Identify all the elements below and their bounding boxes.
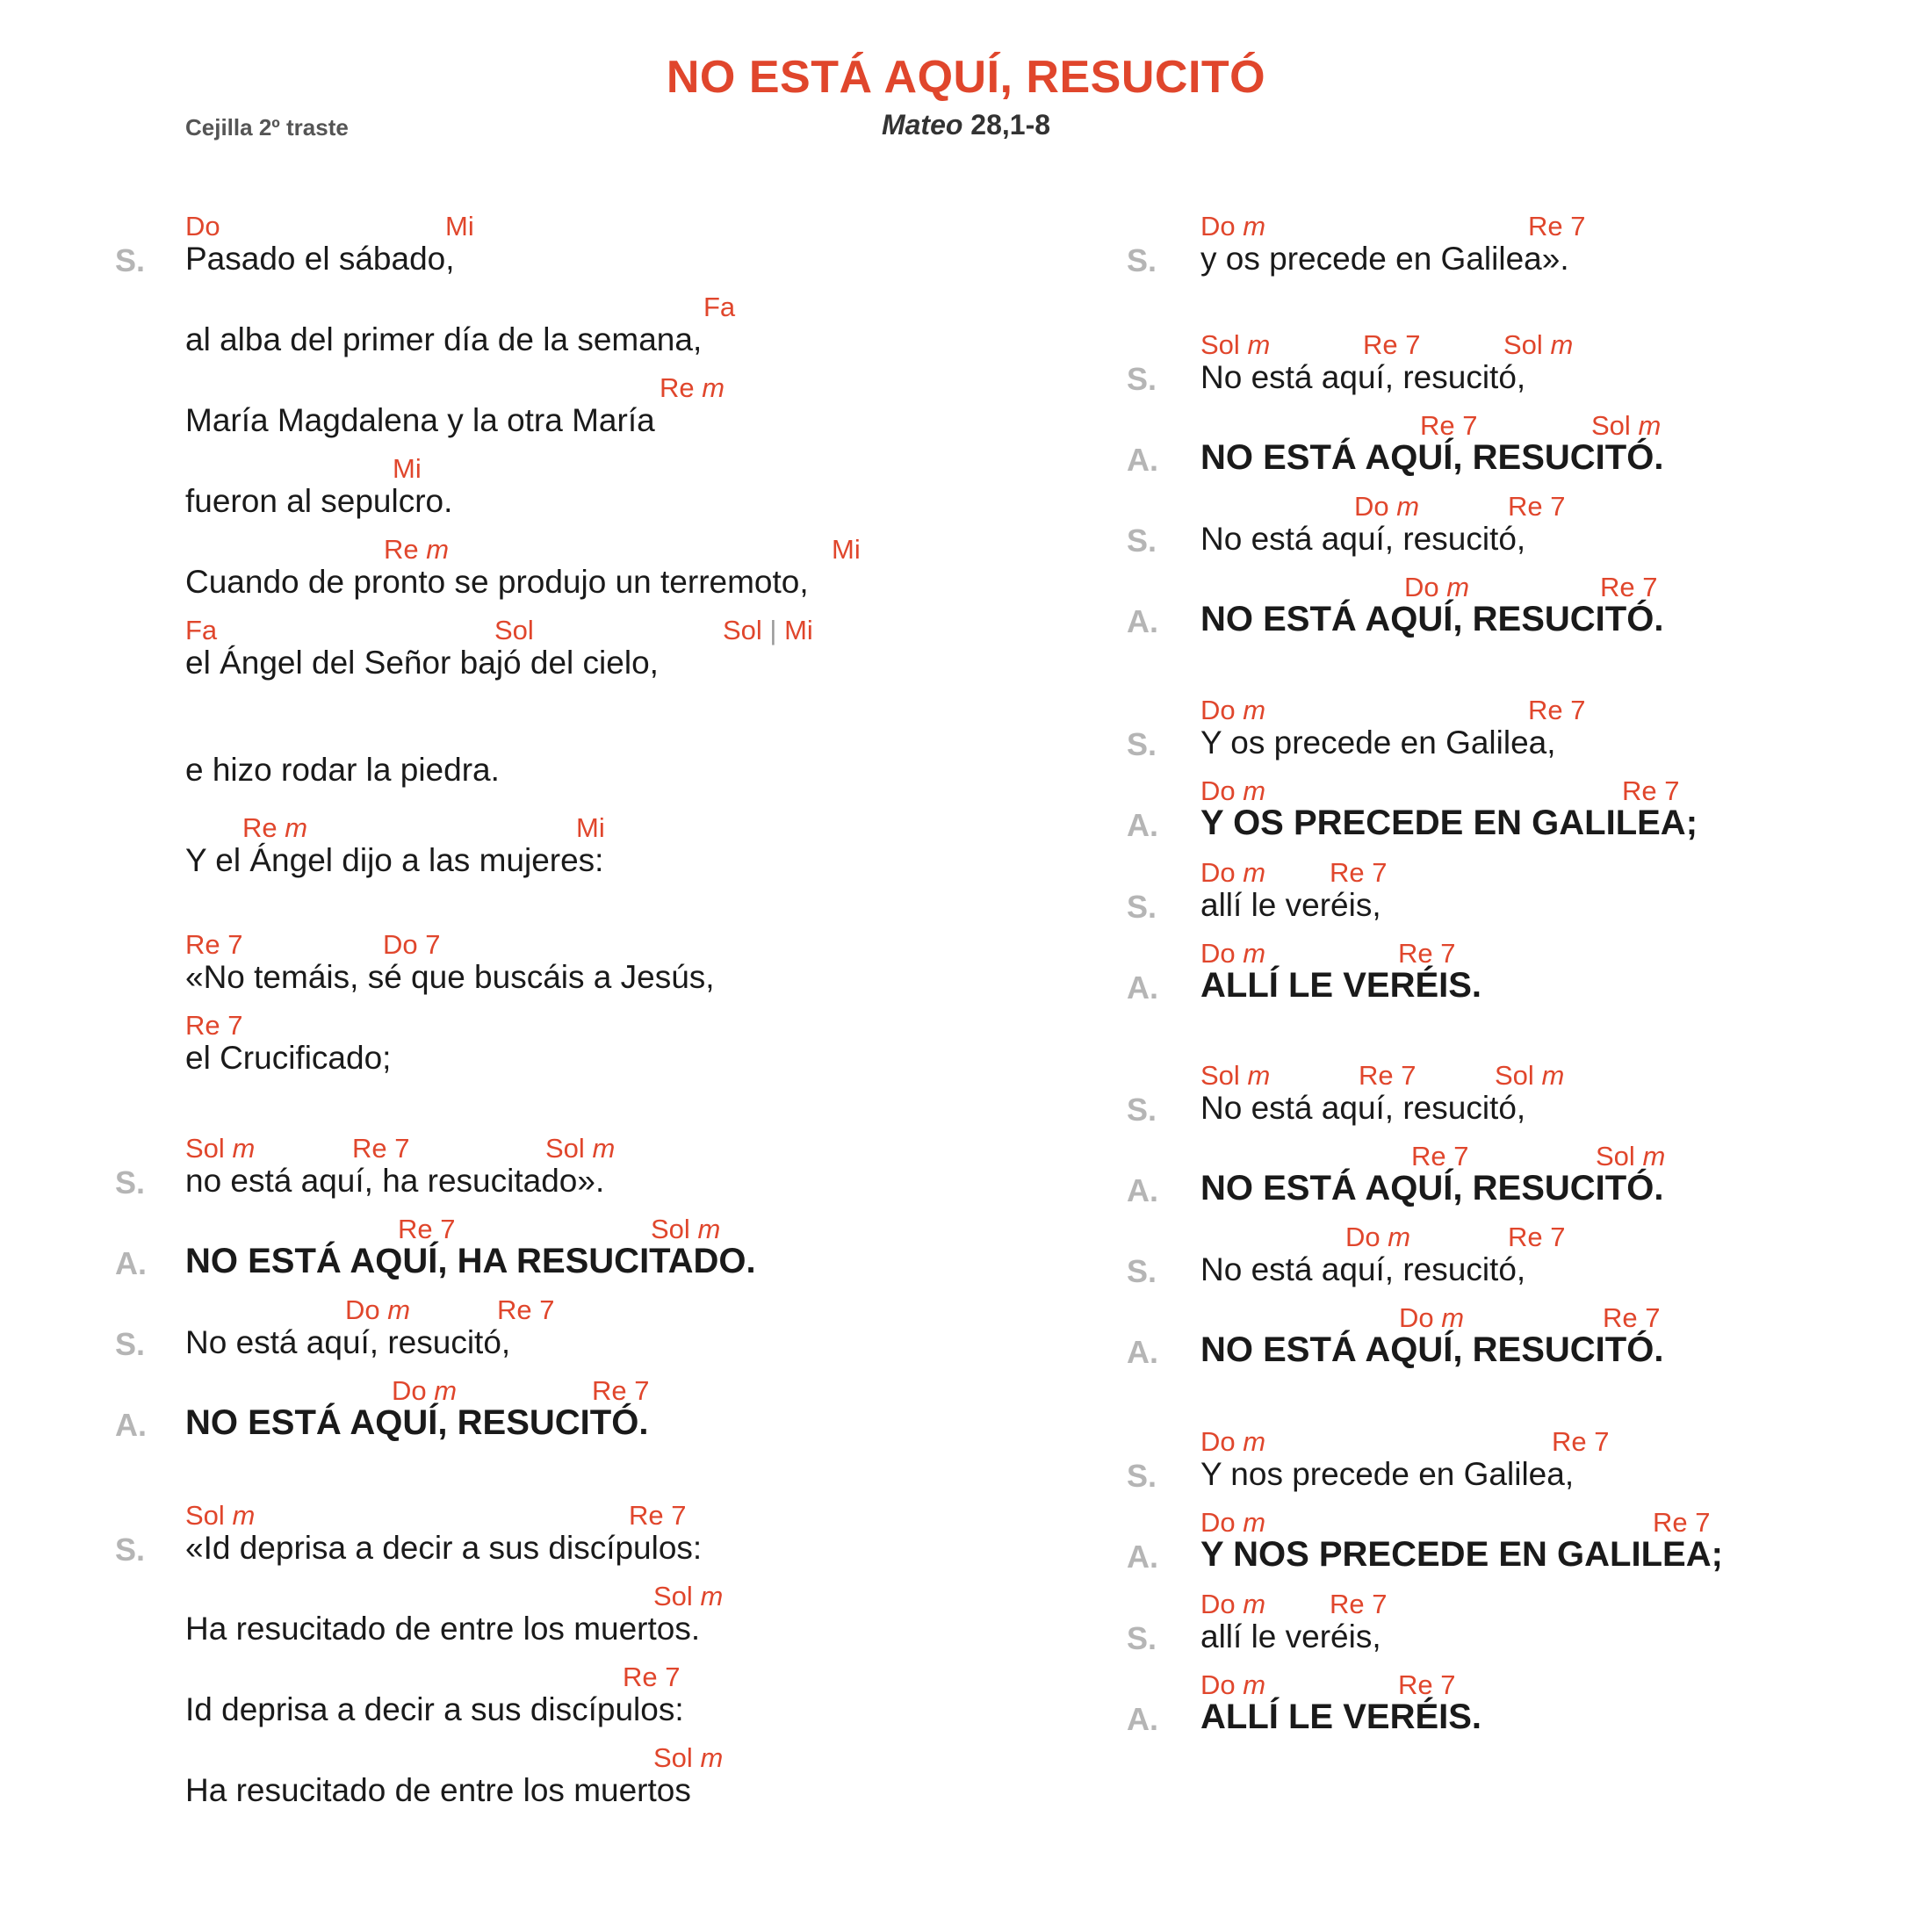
chord-root: Re — [1653, 1507, 1688, 1538]
chord-quality: m — [1550, 329, 1574, 360]
chord-quality: m — [1247, 1060, 1271, 1091]
chord-root: Sol — [653, 1581, 693, 1611]
voice-label: S. — [1127, 242, 1157, 278]
chord-root: Re — [1398, 938, 1433, 969]
chord-root: Re — [1622, 775, 1657, 806]
chord — [185, 1500, 255, 1532]
chord — [623, 1662, 681, 1693]
voice-label: S. — [1127, 1458, 1157, 1494]
chord — [653, 1742, 723, 1774]
chord — [1200, 1507, 1265, 1539]
chord — [494, 615, 534, 646]
chord-quality: m — [1243, 938, 1266, 969]
chord — [1200, 775, 1265, 807]
lyric-text: fueron al sepulcro. — [185, 483, 453, 519]
chord-quality: m — [1243, 857, 1266, 888]
lyric-text: «Id deprisa a decir a sus discípulos: — [185, 1530, 703, 1566]
chord-root: Re — [185, 1010, 220, 1041]
chord-quality: m — [1396, 491, 1420, 522]
chord — [1495, 1060, 1564, 1092]
chord-quality: m — [285, 812, 308, 843]
chord — [445, 211, 474, 242]
voice-label: A. — [115, 1407, 147, 1443]
chord-root: Mi — [445, 211, 474, 242]
chord — [1528, 695, 1586, 726]
chord-quality: 7 — [1401, 1060, 1417, 1091]
chord-root: Do — [392, 1375, 427, 1406]
chord-quality: 7 — [671, 1500, 687, 1531]
lyric-text: no está aquí, ha resucitado». — [185, 1163, 605, 1199]
chord-root: Do — [1200, 1507, 1236, 1538]
chord — [1200, 1669, 1265, 1701]
chord-quality: 7 — [1594, 1426, 1610, 1457]
chord — [545, 1133, 615, 1164]
chord-quality: m — [434, 1375, 458, 1406]
chord — [576, 812, 605, 844]
voice-label: A. — [1127, 1701, 1158, 1737]
chord — [497, 1294, 555, 1326]
song-title: NO ESTÁ AQUÍ, RESUCITÓ — [666, 52, 1266, 103]
chord — [1200, 1426, 1265, 1458]
chord-root: Re — [352, 1133, 387, 1164]
chord-root: Do — [1200, 775, 1236, 806]
reference-book: Mateo — [881, 109, 963, 141]
chord-root: Re — [1508, 1222, 1543, 1252]
voice-label: S. — [1127, 1253, 1157, 1289]
chord-root: Fa — [703, 292, 736, 322]
chord — [1200, 1589, 1265, 1620]
chord — [1600, 572, 1658, 603]
assembly-lyric: ALLÍ LE VERÉIS. — [1200, 966, 1482, 1005]
chord-quality: m — [1243, 1669, 1266, 1700]
lyric-text: allí le veréis, — [1200, 887, 1381, 923]
lyric-text: y os precede en Galilea». — [1200, 241, 1569, 277]
chord-quality: m — [1446, 572, 1470, 602]
lyric-text: No está aquí, resucitó, — [1200, 359, 1526, 395]
lyric-text: No está aquí, resucitó, — [1200, 521, 1526, 557]
lyric-text: e hizo rodar la piedra. — [185, 752, 500, 788]
chord-quality: m — [1243, 1426, 1266, 1457]
chord-root: Sol — [185, 1133, 225, 1164]
chord-root: Sol — [1503, 329, 1543, 360]
chord — [1591, 410, 1661, 442]
voice-label: S. — [115, 1164, 146, 1200]
voice-label: S. — [1127, 1620, 1157, 1656]
chord — [651, 1214, 720, 1245]
voice-label: A. — [1127, 1334, 1158, 1370]
chord-root: Do — [1200, 1426, 1236, 1457]
chord-quality: 7 — [1440, 938, 1456, 969]
chord — [1552, 1426, 1610, 1458]
lyric-text: Y el Ángel dijo a las mujeres: — [185, 842, 604, 878]
chord-quality: m — [426, 534, 450, 565]
chord — [1200, 1060, 1270, 1092]
lyric-text: el Ángel del Señor bajó del cielo, — [185, 645, 659, 681]
chord — [352, 1133, 410, 1164]
chord — [832, 534, 861, 566]
assembly-lyric: NO ESTÁ AQUÍ, RESUCITÓ. — [185, 1403, 649, 1442]
chord-root: Re — [497, 1294, 532, 1325]
voice-label: A. — [1127, 442, 1158, 478]
lyric-text: Ha resucitado de entre los muertos. — [185, 1611, 701, 1647]
chord-separator: | — [761, 615, 785, 645]
chord — [1596, 1141, 1665, 1172]
voice-label: S. — [1127, 361, 1157, 397]
chord-root: Do — [1200, 1669, 1236, 1700]
chord — [1411, 1141, 1469, 1172]
chord — [242, 812, 307, 844]
chord-quality: m — [387, 1294, 411, 1325]
chord-root: Sol — [723, 615, 762, 645]
chord-root: Do — [1345, 1222, 1381, 1252]
chord-quality: m — [1243, 695, 1266, 725]
chord-root: Mi — [576, 812, 605, 843]
assembly-lyric: NO ESTÁ AQUÍ, RESUCITÓ. — [1200, 438, 1664, 477]
chord-root: Re — [1363, 329, 1398, 360]
assembly-lyric: NO ESTÁ AQUÍ, RESUCITÓ. — [1200, 1169, 1664, 1208]
chord-quality: 7 — [1550, 491, 1566, 522]
chord-root: Re — [592, 1375, 627, 1406]
voice-label: S. — [1127, 523, 1157, 559]
chord — [392, 1375, 457, 1407]
lyric-text: Y os precede en Galilea, — [1200, 724, 1556, 761]
chord — [185, 1010, 243, 1042]
chord-root: Fa — [185, 615, 218, 645]
chord-quality: m — [1247, 329, 1271, 360]
chord — [1508, 1222, 1566, 1253]
voice-label: S. — [1127, 726, 1157, 762]
chord-root: Sol — [494, 615, 534, 645]
chord — [1363, 329, 1421, 361]
chord-quality: 7 — [440, 1214, 456, 1244]
chord-root: Re — [398, 1214, 433, 1244]
chord-quality: 7 — [1372, 1589, 1388, 1619]
assembly-lyric: Y OS PRECEDE EN GALILEA; — [1200, 804, 1698, 842]
chord-root: Re — [1508, 491, 1543, 522]
chord-quality: m — [1638, 410, 1662, 441]
chord — [653, 1581, 723, 1612]
chord-root: Re — [185, 929, 220, 960]
chord-quality: 7 — [1462, 410, 1478, 441]
voice-label: S. — [1127, 1092, 1157, 1128]
chord — [1200, 938, 1265, 970]
lyric-text: Id deprisa a decir a sus discípulos: — [185, 1691, 684, 1727]
chord-quality: 7 — [1570, 695, 1586, 725]
chord-quality: 7 — [1642, 572, 1658, 602]
chord — [1508, 491, 1566, 523]
chord-root: Re — [1330, 857, 1365, 888]
chord-quality: 7 — [1550, 1222, 1566, 1252]
voice-label: S. — [115, 242, 146, 278]
chord-quality: m — [232, 1500, 256, 1531]
chord-root: Do — [383, 929, 418, 960]
chord — [1359, 1060, 1417, 1092]
lyric-text: Ha resucitado de entre los muertos — [185, 1772, 691, 1808]
voice-label: A. — [1127, 1172, 1158, 1208]
chord-root: Re — [660, 372, 695, 403]
lyric-text: «No temáis, sé que buscáis a Jesús, — [185, 959, 715, 995]
voice-label: A. — [1127, 970, 1158, 1006]
chord-root: Mi — [393, 453, 422, 484]
chord-root: Re — [242, 812, 278, 843]
chord — [1399, 1302, 1464, 1334]
chord — [1200, 329, 1270, 361]
reference-verses: 28,1-8 — [970, 109, 1051, 141]
assembly-lyric: NO ESTÁ AQUÍ, RESUCITÓ. — [1200, 600, 1664, 638]
chord — [1603, 1302, 1661, 1334]
chord — [1200, 695, 1265, 726]
lyric-text: al alba del primer día de la semana, — [185, 321, 703, 357]
chord-quality: m — [697, 1214, 721, 1244]
chord-quality: m — [700, 1742, 724, 1773]
chord-root: Re — [1603, 1302, 1638, 1333]
chord-quality: 7 — [1645, 1302, 1661, 1333]
lyric-text: María Magdalena y la otra María — [185, 402, 655, 438]
chord — [1503, 329, 1573, 361]
chord-quality: 7 — [665, 1662, 681, 1692]
chord — [1330, 857, 1388, 889]
chord-quality: m — [1541, 1060, 1565, 1091]
chord-root: Re — [629, 1500, 664, 1531]
chord-quality: m — [232, 1133, 256, 1164]
scripture-reference — [0, 109, 1932, 141]
voice-label: A. — [1127, 603, 1158, 639]
chord — [1398, 1669, 1456, 1701]
voice-label: A. — [115, 1245, 147, 1281]
assembly-lyric: Y NOS PRECEDE EN GALILEA; — [1200, 1535, 1723, 1574]
chord-quality: 7 — [394, 1133, 410, 1164]
lyric-text: allí le veréis, — [1200, 1618, 1381, 1654]
chord-quality: m — [700, 1581, 724, 1611]
chord-root: Sol — [1495, 1060, 1534, 1091]
chord-root: Re — [1411, 1141, 1446, 1171]
chord-quality: 7 — [425, 929, 441, 960]
chord — [1420, 410, 1478, 442]
chord — [703, 292, 735, 323]
chord-root: Sol — [1591, 410, 1631, 441]
chord-quality: 7 — [539, 1294, 555, 1325]
chord-root: Re — [623, 1662, 658, 1692]
chord-root: Re — [1528, 695, 1563, 725]
chord-quality: m — [1642, 1141, 1666, 1171]
chord-root: Re — [1398, 1669, 1433, 1700]
chord-root: Do — [1200, 1589, 1236, 1619]
chord-root: Do — [1404, 572, 1439, 602]
chord-root: Re — [1600, 572, 1635, 602]
chord — [660, 372, 724, 404]
chord — [1528, 211, 1586, 242]
lyric-text: Y nos precede en Galilea, — [1200, 1456, 1575, 1492]
chord-quality: 7 — [1664, 775, 1680, 806]
chord — [1354, 491, 1419, 523]
voice-label: A. — [1127, 807, 1158, 843]
chord — [1330, 1589, 1388, 1620]
chord-quality: 7 — [227, 1010, 243, 1041]
lyric-text: No está aquí, resucitó, — [1200, 1090, 1526, 1126]
chord-root: Re — [1528, 211, 1563, 242]
chord-root: Do — [1354, 491, 1389, 522]
chord — [393, 453, 422, 485]
chord-root: Do — [1399, 1302, 1434, 1333]
assembly-lyric: NO ESTÁ AQUÍ, HA RESUCITADO. — [185, 1242, 756, 1280]
chord — [1398, 938, 1456, 970]
chord-quality: m — [1243, 1507, 1266, 1538]
chord-root: Re — [1330, 1589, 1365, 1619]
chord-root: Do — [1200, 211, 1236, 242]
lyric-text: No está aquí, resucitó, — [185, 1324, 511, 1360]
chord — [1200, 857, 1265, 889]
chord-root: Sol — [653, 1742, 693, 1773]
chord-quality: 7 — [634, 1375, 650, 1406]
chord-root: Sol — [185, 1500, 225, 1531]
chord-root: Sol — [1200, 329, 1240, 360]
lyric-text: Cuando de pronto se produjo un terremoto, — [185, 564, 809, 600]
chord — [1653, 1507, 1711, 1539]
chord-quality: m — [702, 372, 725, 403]
lyric-text: Pasado el sábado, — [185, 241, 455, 277]
chord-quality: m — [1243, 211, 1266, 242]
capo-note: Cejilla 2º traste — [185, 114, 349, 141]
chord-root: Do — [1200, 857, 1236, 888]
chord-quality: m — [1388, 1222, 1411, 1252]
chord — [629, 1500, 687, 1532]
chord — [1404, 572, 1469, 603]
chord-root: Do — [185, 211, 220, 242]
chord-root: Sol — [545, 1133, 585, 1164]
chord-root: Sol — [1200, 1060, 1240, 1091]
chord — [398, 1214, 456, 1245]
chord-root: Do — [1200, 938, 1236, 969]
chord-quality: 7 — [1695, 1507, 1711, 1538]
chord-root: Re — [1552, 1426, 1587, 1457]
chord-quality: 7 — [1570, 211, 1586, 242]
chord-quality: m — [1243, 1589, 1266, 1619]
chord — [723, 615, 813, 646]
chord — [185, 929, 243, 961]
chord-root: Do — [1200, 695, 1236, 725]
chord-root: Sol — [651, 1214, 690, 1244]
voice-label: A. — [1127, 1539, 1158, 1575]
voice-label: S. — [115, 1326, 146, 1362]
lyric-text: el Crucificado; — [185, 1040, 392, 1076]
chord — [384, 534, 449, 566]
chord-quality: m — [1441, 1302, 1465, 1333]
chord-quality: m — [1243, 775, 1266, 806]
assembly-lyric: NO ESTÁ AQUÍ, RESUCITÓ. — [1200, 1330, 1664, 1369]
chord-quality: m — [592, 1133, 616, 1164]
chord — [592, 1375, 650, 1407]
chord — [383, 929, 441, 961]
voice-label: S. — [1127, 889, 1157, 925]
chord-quality: 7 — [1405, 329, 1421, 360]
chord — [1622, 775, 1680, 807]
chord-root: Re — [1420, 410, 1455, 441]
chord-quality: 7 — [227, 929, 243, 960]
chord-root: Re — [384, 534, 419, 565]
chord-root: Do — [345, 1294, 380, 1325]
chord-quality: 7 — [1440, 1669, 1456, 1700]
chord-root: Mi — [832, 534, 861, 565]
chord-root: Sol — [1596, 1141, 1635, 1171]
chord — [345, 1294, 410, 1326]
chord — [1345, 1222, 1410, 1253]
chord — [185, 211, 220, 242]
chord — [1200, 211, 1265, 242]
chord-alternate: Mi — [784, 615, 813, 645]
chord — [185, 615, 217, 646]
assembly-lyric: ALLÍ LE VERÉIS. — [1200, 1698, 1482, 1736]
voice-label: S. — [115, 1532, 146, 1568]
chord — [185, 1133, 255, 1164]
chord-quality: 7 — [1372, 857, 1388, 888]
chord-root: Re — [1359, 1060, 1394, 1091]
lyric-text: No está aquí, resucitó, — [1200, 1251, 1526, 1287]
chord-quality: 7 — [1453, 1141, 1469, 1171]
